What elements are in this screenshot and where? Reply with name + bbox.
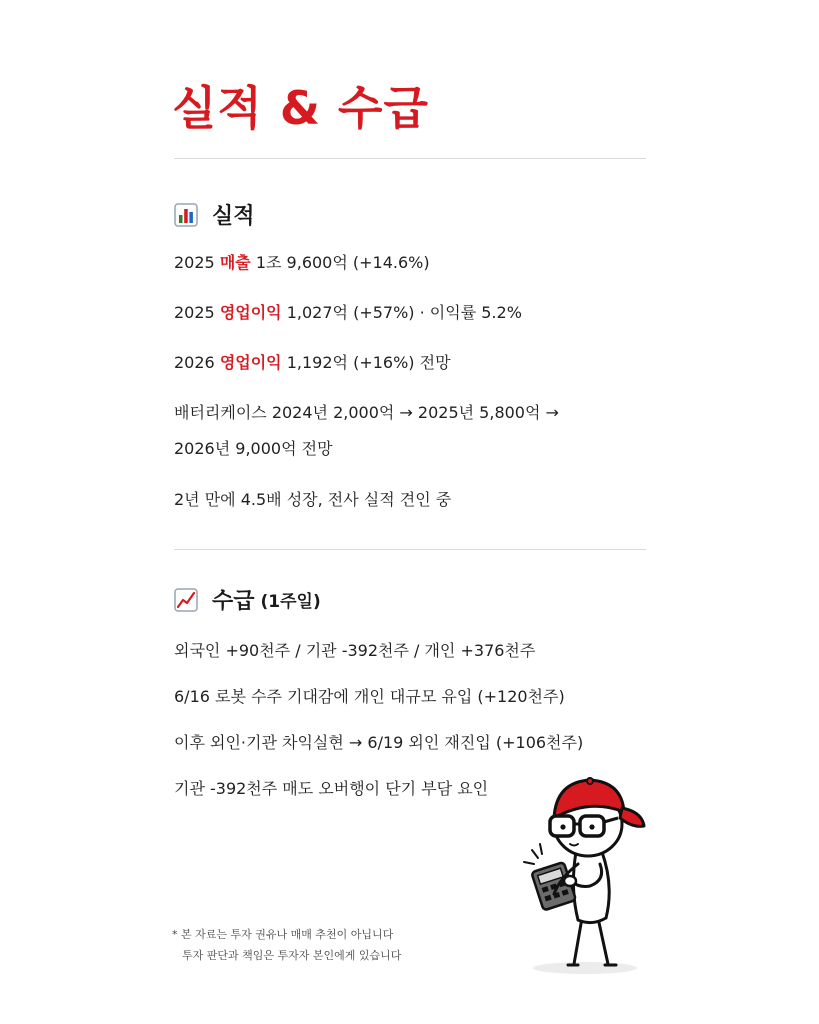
item-metric: 영업이익 (219, 303, 282, 322)
performance-title: 실적 (212, 204, 255, 229)
battery-line-2: 2026년 9,000억 전망 (174, 439, 333, 458)
performance-heading (174, 199, 255, 230)
divider-top (174, 158, 646, 159)
disclaimer (172, 924, 401, 966)
supply-title: 수급 (212, 589, 255, 614)
disclaimer-line-2: 투자 판단과 책임은 투자자 본인에게 있습니다 (182, 949, 402, 962)
supply-heading (174, 584, 321, 615)
item-metric: 영업이익 (219, 353, 282, 372)
performance-item-3 (174, 345, 644, 381)
battery-case-line (174, 395, 644, 467)
trend-up-icon (174, 588, 198, 612)
growth-line: 2년 만에 4.5배 성장, 전사 실적 견인 중 (174, 490, 452, 509)
battery-line-1: 배터리케이스 2024년 2,000억 → 2025년 5,800억 → (174, 403, 559, 422)
supply-item-4: 기관 -392천주 매도 오버행이 단기 부담 요인 (174, 779, 489, 798)
item-year: 2025 (174, 253, 215, 272)
performance-item-1 (174, 245, 644, 281)
page-title: 실적 & 수급 (172, 81, 429, 135)
supply-item-1: 외국인 +90천주 / 기관 -392천주 / 개인 +376천주 (174, 641, 536, 660)
bar-chart-icon (174, 203, 198, 227)
divider-middle (174, 549, 646, 550)
disclaimer-line-1: * 본 자료는 투자 권유나 매매 추천이 아닙니다 (172, 928, 394, 941)
item-metric: 매출 (219, 253, 251, 272)
item-value: 1,192억 (+16%) 전망 (286, 353, 451, 372)
item-year: 2026 (174, 353, 215, 372)
supply-item-2: 6/16 로봇 수주 기대감에 개인 대규모 유입 (+120천주) (174, 687, 565, 706)
item-value: 1,027억 (+57%) · 이익률 5.2% (286, 303, 522, 322)
performance-item-2 (174, 295, 644, 331)
item-value: 1조 9,600억 (+14.6%) (255, 253, 430, 272)
item-year: 2025 (174, 303, 215, 322)
mascot-illustration (510, 768, 650, 978)
supply-item-3: 이후 외인·기관 차익실현 → 6/19 외인 재진입 (+106천주) (174, 733, 584, 752)
supply-period: (1주일) (260, 592, 321, 612)
